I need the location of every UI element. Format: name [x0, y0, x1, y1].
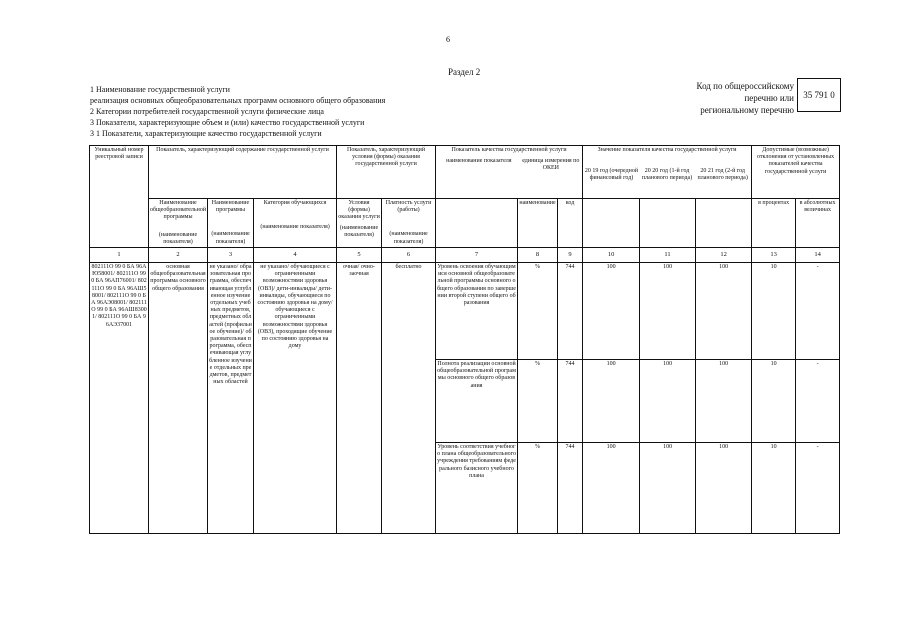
hdr-year-2: 20 20 год (1-й год планового периода)	[641, 168, 693, 182]
indicator-unit-1: %	[518, 263, 558, 360]
indicator-y3-2: 100	[696, 360, 752, 443]
header-line-5: 3 1 Показатели, характеризующие качество государственной услуги	[90, 129, 322, 138]
hdr-paid-text: Платность услуги (работы)	[385, 200, 432, 214]
col-num-5: 5	[337, 248, 382, 263]
hdr-quality-value	[583, 146, 752, 199]
indicator-y2-2: 100	[640, 360, 696, 443]
code-label-line-1: Код по общероссийскому	[696, 81, 794, 91]
header-line-2: реализация основных общеобразовательных программ основного общего образования	[90, 96, 386, 105]
indicator-y3-3: 100	[696, 443, 752, 534]
indicator-code-1: 744	[558, 263, 583, 360]
hdr-empty-y1	[583, 199, 640, 248]
hdr-conditions-indicator: Показатель, характеризующий условия (формы) оказания государственной услуги	[337, 146, 436, 199]
indicator-y2-1: 100	[640, 263, 696, 360]
hdr-student-category	[254, 199, 337, 248]
hdr-program-name	[149, 199, 208, 248]
hdr-unit-code: код	[558, 199, 583, 248]
col-num-12: 12	[696, 248, 752, 263]
hdr-program-name-text: Наименование общеобразовательной программы	[150, 200, 207, 221]
hdr-conditions-forms	[337, 199, 382, 248]
hdr-empty-indicator	[436, 199, 518, 248]
hdr-quality-sub	[437, 158, 581, 172]
code-label-line-2: перечню или	[744, 93, 794, 103]
indicator-name-1: Уровень освоения обучающимися основной общеобразовательной программы основного общего образования по завершении второй ступени общего образования	[436, 263, 518, 360]
hdr-unit-okei: единица измерения по ОКЕИ	[522, 158, 580, 172]
hdr-content-indicator: Показатель, характеризующий содержание государственной услуги	[149, 146, 337, 199]
code-label-line-3: региональному перечню	[700, 105, 794, 115]
col-num-10: 10	[583, 248, 640, 263]
cell-unique-numbers: 802111О 99 0 БА 96АЮ58001/ 802111О 99 0 БА 96АП76001/ 802111О 99 0 БА 96АШ58001/ 802111О 99 0 БА 96АЭ08001/ 802111О 99 0 БА 96АШ83001/ 802111О 99 0 БА 96АЭ37001	[90, 263, 149, 534]
col-num-8: 8	[518, 248, 558, 263]
hdr-empty-y2	[640, 199, 696, 248]
hdr-indicator-name: наименование показателя	[446, 158, 512, 165]
col-num-1: 1	[90, 248, 149, 263]
hdr-empty-y3	[696, 199, 752, 248]
code-label	[670, 80, 794, 116]
indicator-y1-1: 100	[583, 263, 640, 360]
hdr-naming-3: (наименование показателя)	[260, 224, 330, 231]
hdr-programs-text: Наименование программы	[211, 200, 250, 214]
header-line-1: 1 Наименование государственной услуги	[90, 85, 230, 94]
indicator-name-3: Уровень соответствия учебного плана общеобразовательного учреждения требованиям федерального базисного учебного плана	[436, 443, 518, 534]
header-row-1	[90, 146, 840, 199]
hdr-year-3: 20 21 год (2-й год планового периода)	[697, 168, 748, 182]
indicator-y1-3: 100	[583, 443, 640, 534]
indicator-y2-3: 100	[640, 443, 696, 534]
hdr-in-percent: в процентах	[752, 199, 796, 248]
header-line-4: 3 Показатели, характеризующие объем и (или) качество государственной услуги	[90, 118, 365, 127]
hdr-in-absolute: в абсолютных величинах	[796, 199, 840, 248]
cell-program-kind: не указано/ образовательная программа, обеспечивающая углубленное изучение отдельных учебных предметов, предметных областей (профильное обучение)/ образовательная программа, обеспечивающая углубленное изучение отдельных предметов, предметных областей	[208, 263, 254, 534]
hdr-naming-4: (наименование показателя)	[339, 224, 379, 238]
hdr-programs	[208, 199, 254, 248]
col-num-3: 3	[208, 248, 254, 263]
hdr-quality-indicator	[436, 146, 583, 199]
section-title: Раздел 2	[448, 67, 481, 77]
hdr-year-1: 20 19 год (очередной финансовый год)	[584, 168, 639, 182]
page-number: 6	[446, 35, 450, 44]
hdr-naming-5: (наименование показателя)	[389, 231, 428, 245]
indicator-unit-2: %	[518, 360, 558, 443]
indicator-name-2: Полнота реализации основной общеобразовательной программы основного общего образования	[436, 360, 518, 443]
header-row-2	[90, 199, 840, 248]
column-numbers-row	[90, 248, 840, 263]
indicator-abs-1: -	[796, 263, 840, 360]
indicator-code-2: 744	[558, 360, 583, 443]
col-num-9: 9	[558, 248, 583, 263]
hdr-student-category-text: Категория обучающихся	[263, 200, 327, 206]
header-line-3: 2 Категории потребителей государственной услуги физические лица	[90, 107, 324, 116]
indicator-abs-3: -	[796, 443, 840, 534]
hdr-conditions-forms-text: Условия (формы) оказания услуги	[338, 200, 380, 221]
col-num-2: 2	[149, 248, 208, 263]
cell-form: очная/ очно-заочная	[337, 263, 382, 534]
indicator-pct-1: 10	[752, 263, 796, 360]
code-value-box: 35 791 0	[797, 78, 841, 112]
hdr-paid	[382, 199, 436, 248]
hdr-naming-1: (наименование показателя)	[158, 231, 198, 245]
cell-program: основная общеобразовательная программа основного общего образования	[149, 263, 208, 534]
indicator-pct-3: 10	[752, 443, 796, 534]
indicator-code-3: 744	[558, 443, 583, 534]
col-num-4: 4	[254, 248, 337, 263]
indicator-y3-1: 100	[696, 263, 752, 360]
col-num-6: 6	[382, 248, 436, 263]
table-row	[90, 263, 840, 360]
hdr-unit-name: наименование	[518, 199, 558, 248]
hdr-deviations: Допустимые (возможные) отклонения от установленных показателей качества государственной услуги	[752, 146, 840, 199]
indicator-pct-2: 10	[752, 360, 796, 443]
hdr-naming-2: (наименование показателя)	[211, 231, 250, 245]
hdr-years	[584, 168, 750, 182]
hdr-quality-title: Показатель качества государственной услуги	[451, 147, 567, 153]
col-num-11: 11	[640, 248, 696, 263]
cell-paid: бесплатно	[382, 263, 436, 534]
indicator-unit-3: %	[518, 443, 558, 534]
indicator-y1-2: 100	[583, 360, 640, 443]
col-num-7: 7	[436, 248, 518, 263]
indicator-abs-2: -	[796, 360, 840, 443]
cell-category: не указано/ обучающиеся с ограниченными возможностями здоровья (ОВЗ)/ дети-инвалиды/ дети-инвалиды, обучающиеся по состоянию здоровья на дому/ обучающиеся с ограниченными возможностями здоровья (ОВЗ), проходящие обучение по состоянию здоровья на дому	[254, 263, 337, 534]
quality-indicators-table	[89, 145, 840, 534]
col-num-14: 14	[796, 248, 840, 263]
hdr-unique-number: Уникальный номер реестровой записи	[90, 146, 149, 248]
hdr-quality-value-title: Значение показателя качества государственной услуги	[597, 147, 737, 153]
col-num-13: 13	[752, 248, 796, 263]
